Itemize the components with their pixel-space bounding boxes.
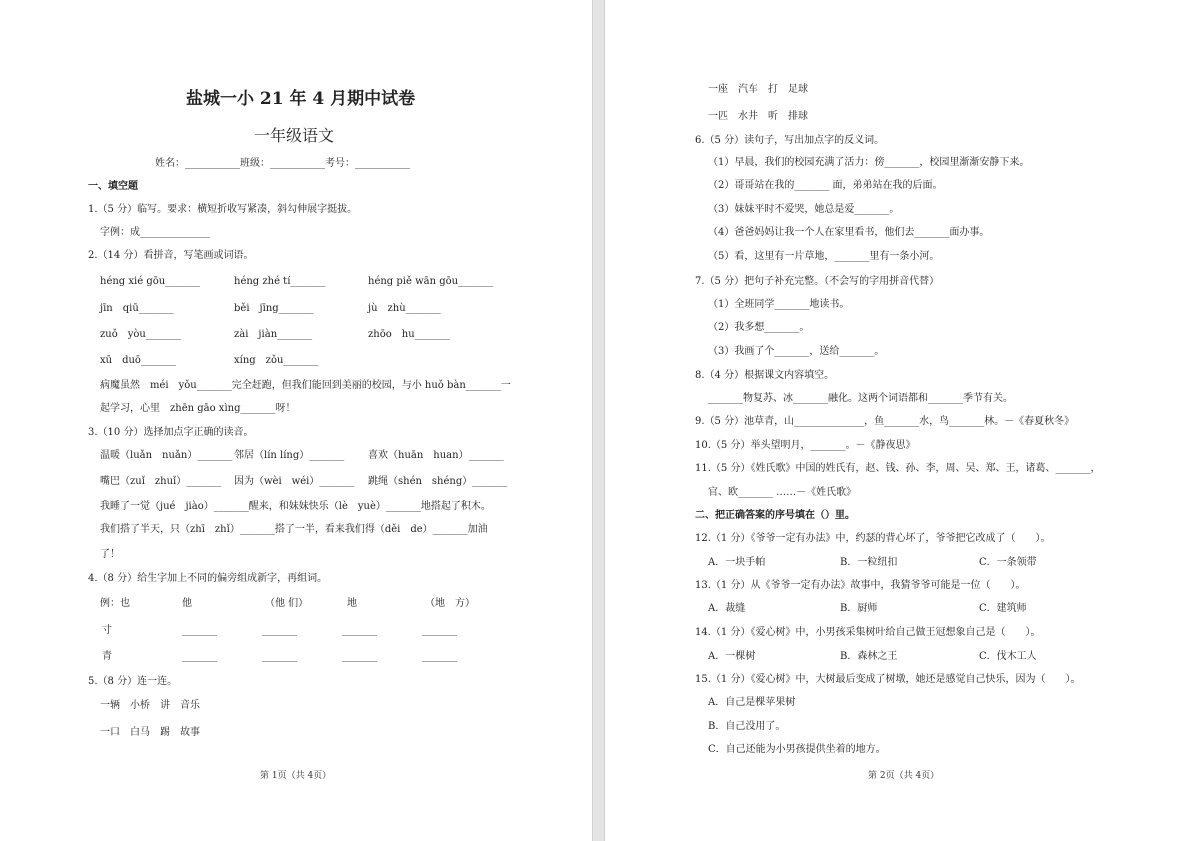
question-13: 13.（1 分）从《爷爷一定有办法》故事中，我猜爷爷可能是一位（ ）。 <box>695 580 1026 591</box>
radical-example: 地 <box>347 598 357 609</box>
page-footer: 第 2页（共 4页） <box>868 771 940 781</box>
reading-item: 嘴巴（zuǐ zhuǐ）_______ <box>100 476 222 487</box>
question-3: 3.（10 分）选择加点字正确的读音。 <box>88 427 254 438</box>
question-15: 15.（1 分）《爱心树》中，大树最后变成了树墩，她还是感觉自己快乐，因为（ ）。 <box>695 674 1081 685</box>
radical-example: 他 <box>182 598 192 609</box>
reading-sentence: 我们搭了半天，只（zhī zhǐ）_______搭了一半，看来我们得（děi de）_______加油 <box>100 524 488 535</box>
radical-char: 青 <box>102 651 112 662</box>
question-7-item: （3）我画了个_______，送给_______。 <box>708 346 885 357</box>
pinyin-item: héng zhé tí_______ <box>234 276 326 287</box>
reading-item: 喜欢（huān huan）_______ <box>368 450 504 461</box>
question-2: 2.（14 分）看拼音，写笔画或词语。 <box>88 250 254 261</box>
section-heading-2: 二、把正确答案的序号填在（）里。 <box>695 510 855 521</box>
option-a: A．裁缝 <box>708 603 746 614</box>
pinyin-item: jīn qiū_______ <box>100 303 174 314</box>
exam-title: 盐城一小 21 年 4 月期中试卷 <box>186 89 416 109</box>
question-5: 5.（8 分）连一连。 <box>88 676 178 687</box>
reading-item: 邻居（lín líng）_______ <box>234 450 345 461</box>
document-page-1 <box>0 0 592 841</box>
question-1-example: 字例：成______________ <box>100 227 210 238</box>
radical-example: （地 方） <box>425 598 475 609</box>
pinyin-item: běi jīng_______ <box>234 303 314 314</box>
question-7: 7.（5 分）把句子补充完整。（不会写的字用拼音代替） <box>695 276 940 287</box>
option-c: C．自己还能为小男孩提供坐着的地方。 <box>708 744 886 755</box>
question-11: 11.（5 分）《姓氏歌》中国的姓氏有，赵、钱、孙、李，周、吴、郑、王，诸葛、_______， <box>695 463 1101 474</box>
question-11-cont: 官、欧_______ ……－《姓氏歌》 <box>708 487 857 498</box>
question-6-item: （4）爸爸妈妈让我一个人在家里看书，他们去_______面办事。 <box>708 227 990 238</box>
option-c: C．一条领带 <box>979 557 1037 568</box>
answer-blank: _______ <box>182 625 217 636</box>
question-6-item: （3）妹妹平时不爱哭，她总是爱_______。 <box>708 204 900 215</box>
option-a: A．一棵树 <box>708 651 756 662</box>
answer-blank: _______ <box>262 625 297 636</box>
option-b: B．自己没用了。 <box>708 721 786 732</box>
pinyin-item: zhōo hu_______ <box>368 329 450 340</box>
reading-item: 温暖（luǎn nuǎn）_______ <box>100 450 233 461</box>
pinyin-sentence: 病魔虽然 méi yǒu_______完全赶跑，但我们能回到美丽的校园，与小 huǒ bàn_______一 <box>100 380 511 391</box>
question-10: 10.（5 分）举头望明月，_______。－《静夜思》 <box>695 440 916 451</box>
answer-blank: _______ <box>422 651 457 662</box>
pinyin-item: zài jiàn_______ <box>234 329 313 340</box>
pinyin-item: héng xié gōu_______ <box>100 276 201 287</box>
question-6-item: （5）看，这里有一片草地，_______里有一条小河。 <box>708 251 940 262</box>
pinyin-sentence: 起学习，心里 zhēn gāo xìng_______呀！ <box>100 403 296 414</box>
option-c: C．建筑师 <box>979 603 1027 614</box>
question-6: 6.（5 分）读句子，写出加点字的反义词。 <box>695 135 885 146</box>
question-1: 1.（5 分）临写。要求：横短折收写紧凑，斜勾伸展字挺拔。 <box>88 204 358 215</box>
option-b: B．厨师 <box>840 603 878 614</box>
radical-char: 寸 <box>102 625 112 636</box>
radical-example: （他 们） <box>265 598 309 609</box>
option-a: A．一块手帕 <box>708 557 766 568</box>
match-row: 一口 白马 踢 故事 <box>100 727 200 738</box>
student-info-line: 姓名：___________班级：___________考号：___________ <box>155 158 410 169</box>
radical-example: 例：也 <box>100 598 130 609</box>
question-8: 8.（4 分）根据课文内容填空。 <box>695 370 835 381</box>
section-heading-1: 一、填空题 <box>88 181 138 192</box>
answer-blank: _______ <box>342 625 377 636</box>
question-8-item: _______物复苏、冰_______融化。这两个词语都和_______季节有关。 <box>708 393 1013 404</box>
question-14: 14.（1 分）《爱心树》中，小男孩采集树叶给自己做王冠想象自己是（ ）。 <box>695 627 1041 638</box>
question-7-item: （2）我多想_______。 <box>708 322 810 333</box>
pinyin-item: xū duō_______ <box>100 355 176 366</box>
question-7-item: （1）全班同学_______地读书。 <box>708 299 850 310</box>
answer-blank: _______ <box>262 651 297 662</box>
match-row: 一辆 小桥 讲 音乐 <box>100 700 200 711</box>
question-9: 9.（5 分）池草青，山______________，鱼_______水，鸟_______林。－《春夏秋冬》 <box>695 416 1075 427</box>
page-gutter <box>592 0 605 841</box>
option-b: B．森林之王 <box>840 651 898 662</box>
document-page-2 <box>605 0 1201 841</box>
reading-item: 跳绳（shén shéng）_______ <box>368 476 508 487</box>
reading-sentence: 了！ <box>100 549 120 560</box>
answer-blank: _______ <box>422 625 457 636</box>
pinyin-item: xíng zǒu_______ <box>234 355 319 366</box>
question-4: 4.（8 分）给生字加上不同的偏旁组成新字，再组词。 <box>88 573 328 584</box>
pinyin-item: zuǒ yòu_______ <box>100 329 181 340</box>
pinyin-item: jù zhù_______ <box>368 303 441 314</box>
page-footer: 第 1页（共 4页） <box>260 771 332 781</box>
answer-blank: _______ <box>342 651 377 662</box>
question-6-item: （2）哥哥站在我的_______ 面，弟弟站在我的后面。 <box>708 180 943 191</box>
option-b: B．一粒纽扣 <box>840 557 898 568</box>
option-a: A．自己是棵苹果树 <box>708 697 796 708</box>
answer-blank: _______ <box>182 651 217 662</box>
pinyin-item: héng piě wān gōu_______ <box>368 276 494 287</box>
option-c: C．伐木工人 <box>979 651 1037 662</box>
question-6-item: （1）早晨，我们的校园充满了活力：傍_______，校园里渐渐安静下来。 <box>708 157 1030 168</box>
reading-item: 因为（wèi wéi）_______ <box>234 476 355 487</box>
exam-subtitle: 一年级语文 <box>254 126 335 145</box>
match-row: 一匹 水井 听 排球 <box>708 111 808 122</box>
reading-sentence: 我睡了一觉（jué jiào）_______醒来，和妹妹快乐（lè yuè）_______地搭起了积木。 <box>100 501 491 512</box>
match-row: 一座 汽车 打 足球 <box>708 84 808 95</box>
question-12: 12.（1 分）《爷爷一定有办法》中，约瑟的背心坏了，爷爷把它改成了（ ）。 <box>695 533 1051 544</box>
